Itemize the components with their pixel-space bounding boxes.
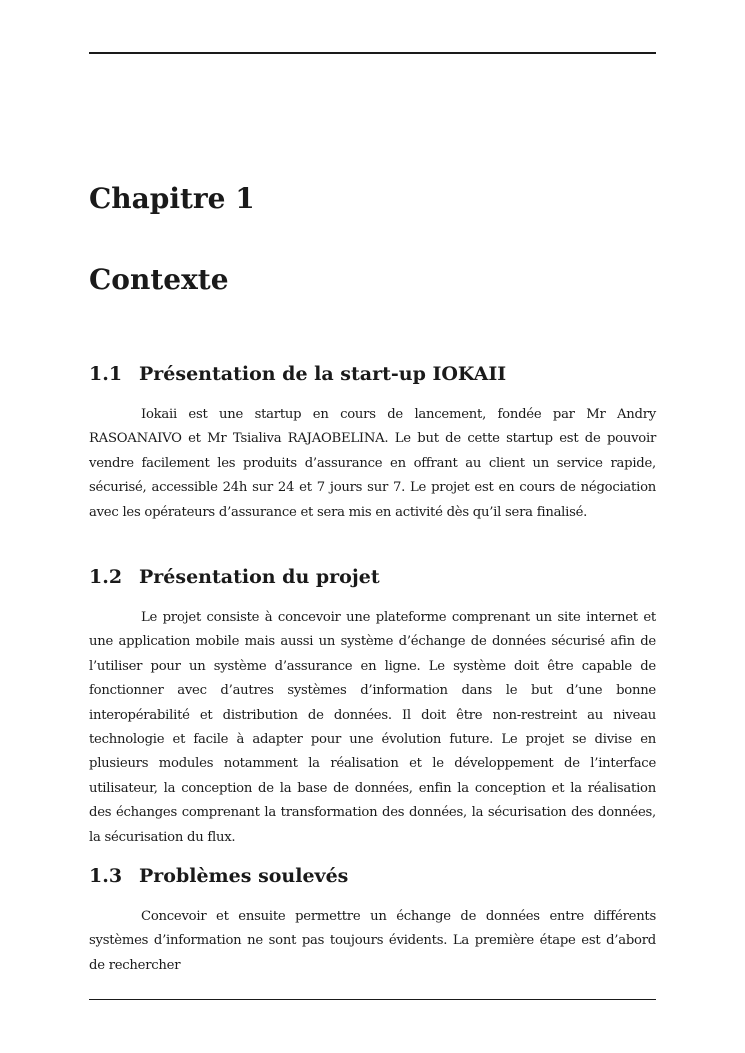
section-title: Présentation du projet: [139, 566, 380, 588]
section-paragraph: Concevoir et ensuite permettre un échange de données entre différents systèmes d’information ne sont pas toujours évidents. La première étape est d’abord de rechercher: [89, 909, 656, 973]
section-problemes-souleves: [89, 863, 656, 973]
section-title: Présentation de la start-up IOKAII: [139, 363, 507, 385]
footer-rule: [89, 999, 656, 1000]
chapter-title: Contexte: [89, 263, 229, 296]
section-paragraph: Le projet consiste à concevoir une plateforme comprenant un site internet et une application mobile mais aussi un système d’échange de données sécurisé afin de l’utiliser pour un système d’assurance en ligne. Le système doit être capable de fonctionner avec d’autres systèmes d’information dans le but d’une bonne interopérabilité et distribution de données. Il doit être non-restreint au niveau technologie et facile à adapter pour une évolution future. Le projet se divise en plusieurs modules notamment la réalisation et le développement de l’interface utilisateur, la conception de la base de données, enfin la conception et la réalisation des échanges comprenant la transformation des données, la sécurisation des données, la sécurisation du flux.: [89, 610, 656, 845]
section-heading: [89, 564, 656, 590]
chapter-number: Chapitre 1: [89, 182, 255, 215]
section-number: 1.2: [89, 566, 123, 588]
section-heading: [89, 361, 656, 387]
section-heading: [89, 863, 656, 889]
section-paragraph: Iokaii est une startup en cours de lancement, fondée par Mr Andry RASOANAIVO et Mr Tsialiva RAJAOBELINA. Le but de cette startup est de pouvoir vendre facilement les produits d’assurance en offrant au client un service rapide, sécurisé, accessible 24h sur 24 et 7 jours sur 7. Le projet est en cours de négociation avec les opérateurs d’assurance et sera mis en activité dès qu’il sera finalisé.: [89, 407, 656, 520]
header-rule: [89, 52, 656, 54]
section-presentation-projet: [89, 564, 656, 850]
section-title: Problèmes soulevés: [139, 865, 349, 887]
section-number: 1.1: [89, 363, 123, 385]
section-number: 1.3: [89, 865, 123, 887]
section-presentation-startup: [89, 361, 656, 525]
